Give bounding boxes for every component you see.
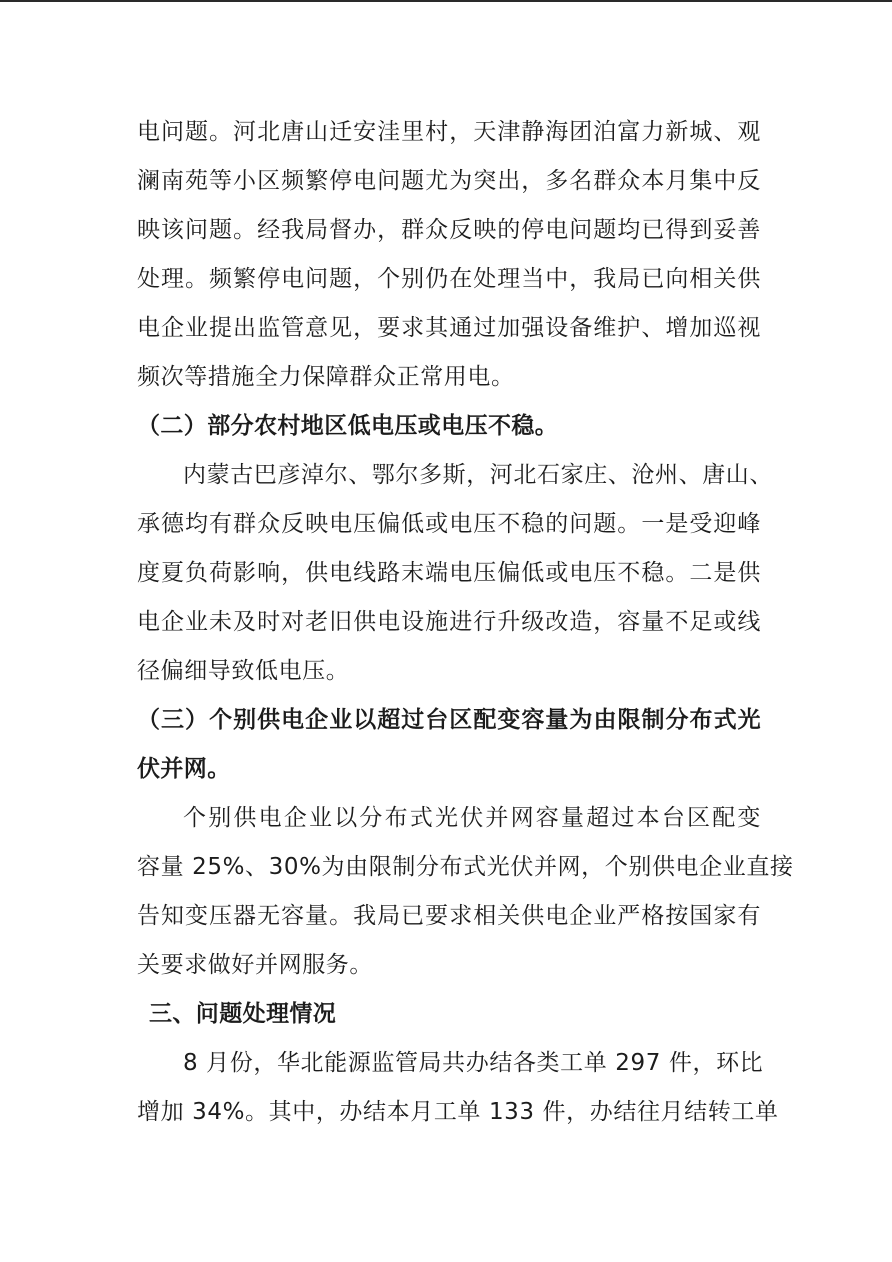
body-text-line: 度夏负荷影响，供电线路末端电压偏低或电压不稳。二是供 xyxy=(137,560,761,586)
body-text-line: 映该问题。经我局督办，群众反映的停电问题均已得到妥善 xyxy=(137,217,761,243)
body-text-line: 承德均有群众反映电压偏低或电压不稳的问题。一是受迎峰 xyxy=(137,511,761,537)
body-text-line: 电问题。河北唐山迁安洼里村，天津静海团泊富力新城、观 xyxy=(137,119,761,145)
body-text-line: 频次等措施全力保障群众正常用电。 xyxy=(137,364,515,390)
body-text-line: 容量 25%、30%为由限制分布式光伏并网，个别供电企业直接 xyxy=(137,854,794,880)
body-text-line: 个别供电企业以分布式光伏并网容量超过本台区配变 xyxy=(183,805,761,831)
subsection-heading: （二）部分农村地区低电压或电压不稳。 xyxy=(137,413,559,439)
body-text-line: 处理。频繁停电问题，个别仍在处理当中，我局已向相关供 xyxy=(137,266,761,292)
body-text-line: 增加 34%。其中，办结本月工单 133 件，办结往月结转工单 xyxy=(137,1099,779,1125)
document-page xyxy=(137,116,794,1145)
section-heading: 三、问题处理情况 xyxy=(149,1001,337,1027)
body-text-line: 内蒙古巴彦淖尔、鄂尔多斯，河北石家庄、沧州、唐山、 xyxy=(183,462,773,488)
body-text-line: 8 月份，华北能源监管局共办结各类工单 297 件，环比 xyxy=(183,1050,764,1076)
subsection-heading: （三）个别供电企业以超过台区配变容量为由限制分布式光 xyxy=(137,707,761,733)
body-text-line: 关要求做好并网服务。 xyxy=(137,952,373,978)
body-text-line: 告知变压器无容量。我局已要求相关供电企业严格按国家有 xyxy=(137,903,761,929)
body-text-line: 电企业提出监管意见，要求其通过加强设备维护、增加巡视 xyxy=(137,315,761,341)
page-top-border xyxy=(0,0,892,2)
body-text-line: 澜南苑等小区频繁停电问题尤为突出，多名群众本月集中反 xyxy=(137,168,761,194)
body-text-line: 电企业未及时对老旧供电设施进行升级改造，容量不足或线 xyxy=(137,609,761,635)
body-text-line: 径偏细导致低电压。 xyxy=(137,658,350,684)
subsection-heading-continued: 伏并网。 xyxy=(137,756,231,782)
